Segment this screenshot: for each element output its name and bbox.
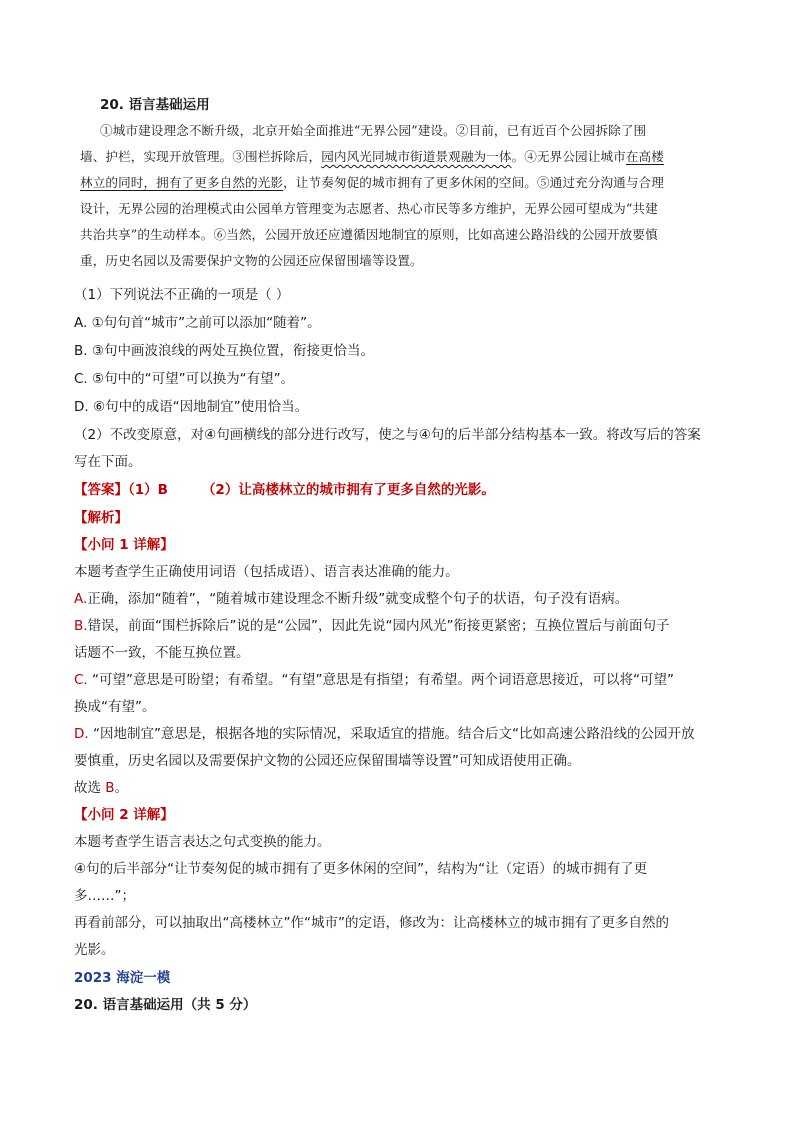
sub1-option-d-line-2: 要慎重，历史名园以及需要保护文物的公园还应保留围墙等设置”可知成语使用正确。 xyxy=(74,753,581,769)
sub1-intro: 本题考查学生正确使用词语（包括成语）、语言表达准确的能力。 xyxy=(74,564,459,580)
q1-option-c: C. ⑤句中的“可望”可以换为“有望”。 xyxy=(74,371,295,387)
passage-line-6: 重，历史名园以及需要保护文物的公园还应保留围墙等设置。 xyxy=(80,253,423,268)
sub1-b-prefix: B. xyxy=(74,618,88,634)
sub1-conclusion-suffix: 。 xyxy=(114,780,129,796)
sub2-label: 【小问 2 详解】 xyxy=(74,807,174,823)
underlined-phrase-start: 在高楼 xyxy=(625,149,664,164)
sub1-c-prefix: C. xyxy=(74,672,88,688)
answer-label: 【答案】（1）B xyxy=(74,482,168,498)
passage-line-5: 共治共享”的生动样本。⑥当然，公园开放还应遵循因地制宜的原则，比如高速公路沿线的公园开放要慎 xyxy=(80,227,658,242)
sub2-p1-line-1: ④句的后半部分“让节奏匆促的城市拥有了更多休闲的空间”，结构为“让（定语）的城市拥有了更 xyxy=(74,861,648,877)
passage-line-4: 设计，无界公园的治理模式由公园单方管理变为志愿者、热心市民等多方维护，无界公园可望成为“共建 xyxy=(80,201,658,216)
analysis-label: 【解析】 xyxy=(74,510,128,526)
passage-line-2-after: 。④无界公园让城市 xyxy=(511,149,626,164)
sub1-option-c-line-2: 换成“有望”。 xyxy=(74,699,156,715)
sub1-option-b-line-1 xyxy=(74,616,670,636)
sub1-a-text: 正确，添加“随着”，“随着城市建设理念不断升级”就变成整个句子的状语，句子没有语病。 xyxy=(87,591,629,607)
q1-option-a: A. ①句句首“城市”之前可以添加“随着”。 xyxy=(74,315,321,331)
question-title: 20. 语言基础运用 xyxy=(100,97,210,113)
sub1-conclusion-letter: B xyxy=(105,780,115,796)
answer-line xyxy=(74,480,495,500)
sub2-p2-line-1: 再看前部分，可以抽取出“高楼林立”作“城市”的定语，修改为：让高楼林立的城市拥有了更多自然的 xyxy=(74,915,669,931)
sub1-b-text-1: 错误，前面“围栏拆除后”说的是“公园”，因此先说“园内风光”衔接更紧密；互换位置后与前面句子 xyxy=(87,618,670,634)
passage-line-3-after: ，让节奏匆促的城市拥有了更多休闲的空间。⑤通过充分沟通与合理 xyxy=(283,175,664,190)
sub1-a-prefix: A. xyxy=(74,591,88,607)
sub1-conclusion-prefix: 故选 xyxy=(74,780,106,796)
sub2-intro: 本题考查学生语言表达之句式变换的能力。 xyxy=(74,834,331,850)
sub1-option-c-line-1 xyxy=(74,670,674,690)
sub1-option-d-line-1 xyxy=(74,724,694,744)
passage-line-3 xyxy=(80,173,664,193)
sub1-label: 【小问 1 详解】 xyxy=(74,537,174,553)
passage-line-2 xyxy=(80,147,664,167)
q1-option-b: B. ③句中画波浪线的两处互换位置，衔接更恰当。 xyxy=(74,343,374,359)
q1-stem: （1）下列说法不正确的一项是（ ） xyxy=(74,287,290,303)
sub1-conclusion xyxy=(74,778,128,798)
next-question-title: 20. 语言基础运用（共 5 分） xyxy=(74,997,257,1013)
answer-part-2: （2）让高楼林立的城市拥有了更多自然的光影。 xyxy=(201,482,495,498)
sub1-c-text-1: “可望”意思是可盼望；有希望。“有望”意思是有指望；有希望。两个词语意思接近，可以将“可望” xyxy=(92,672,674,688)
q2-stem-line-1: （2）不改变原意，对④句画横线的部分进行改写，使之与④句的后半部分结构基本一致。将改写后的答案 xyxy=(74,427,701,443)
passage-line-1: ①城市建设理念不断升级，北京开始全面推进“无界公园”建设。②目前，已有近百个公园拆除了围 xyxy=(100,123,647,138)
wavy-underlined-phrase: 园内风光同城市街道景观融为一体 xyxy=(321,149,512,164)
sub1-d-prefix: D. xyxy=(74,726,89,742)
q2-stem-line-2: 写在下面。 xyxy=(74,454,142,470)
sub1-option-b-line-2: 话题不一致，不能互换位置。 xyxy=(74,645,250,661)
underlined-phrase-end: 林立的同时，拥有了更多自然的光影 xyxy=(80,175,284,190)
sub1-d-text-1: “因地制宜”意思是，根据各地的实际情况，采取适宜的措施。结合后文“比如高速公路沿线的公园开放 xyxy=(92,726,695,742)
next-source-label: 2023 海淀一模 xyxy=(74,970,171,986)
sub2-p2-line-2: 光影。 xyxy=(74,942,115,958)
sub2-p1-line-2: 多……”； xyxy=(74,888,135,904)
sub1-option-a xyxy=(74,589,628,609)
passage-line-2-text: 墙、护栏，实现开放管理。③围栏拆除后， xyxy=(80,149,322,164)
q1-option-d: D. ⑥句中的成语“因地制宜”使用恰当。 xyxy=(74,399,309,415)
